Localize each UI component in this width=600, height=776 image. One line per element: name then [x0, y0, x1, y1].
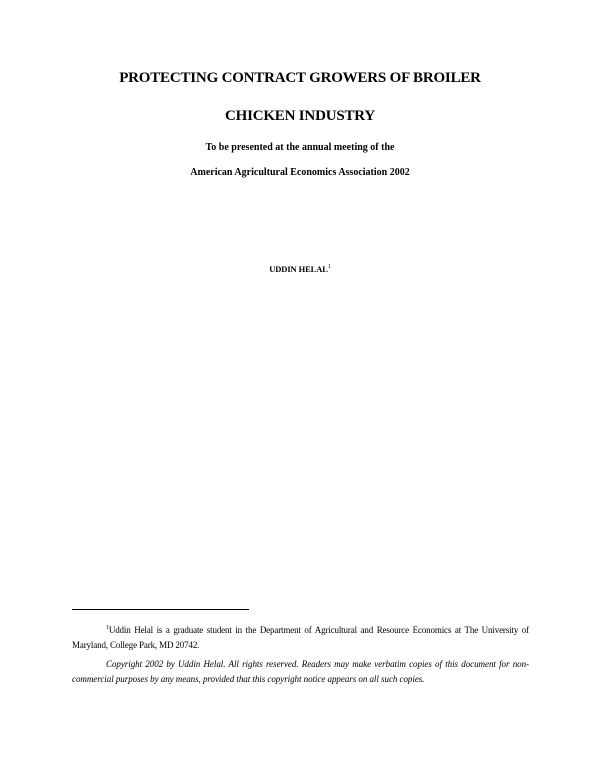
presentation-note-line-1: To be presented at the annual meeting of the: [205, 142, 395, 153]
author-line: [0, 263, 600, 275]
author-footnote: [72, 623, 529, 653]
author-name: UDDIN HELAL: [269, 264, 328, 274]
copyright-notice: Copyright 2002 by Uddin Helal. All rights reserved. Readers may make verbatim copies of this document for non-commercial purposes by any means, provided that this copyright notice appears on all such copies.: [72, 659, 529, 684]
paper-title-line-1: PROTECTING CONTRACT GROWERS OF BROILER: [119, 70, 481, 86]
presentation-note-line-2: American Agricultural Economics Association 2002: [190, 167, 410, 178]
paper-title-line-2: CHICKEN INDUSTRY: [224, 108, 376, 124]
footnote-mark: 1: [106, 625, 109, 631]
author-footnote-mark: 1: [327, 264, 331, 270]
footnote-separator: [72, 609, 249, 610]
footnote-body: Uddin Helal is a graduate student in the Department of Agricultural and Resource Economics at The University of Maryland, College Park, MD 20742.: [72, 625, 529, 650]
